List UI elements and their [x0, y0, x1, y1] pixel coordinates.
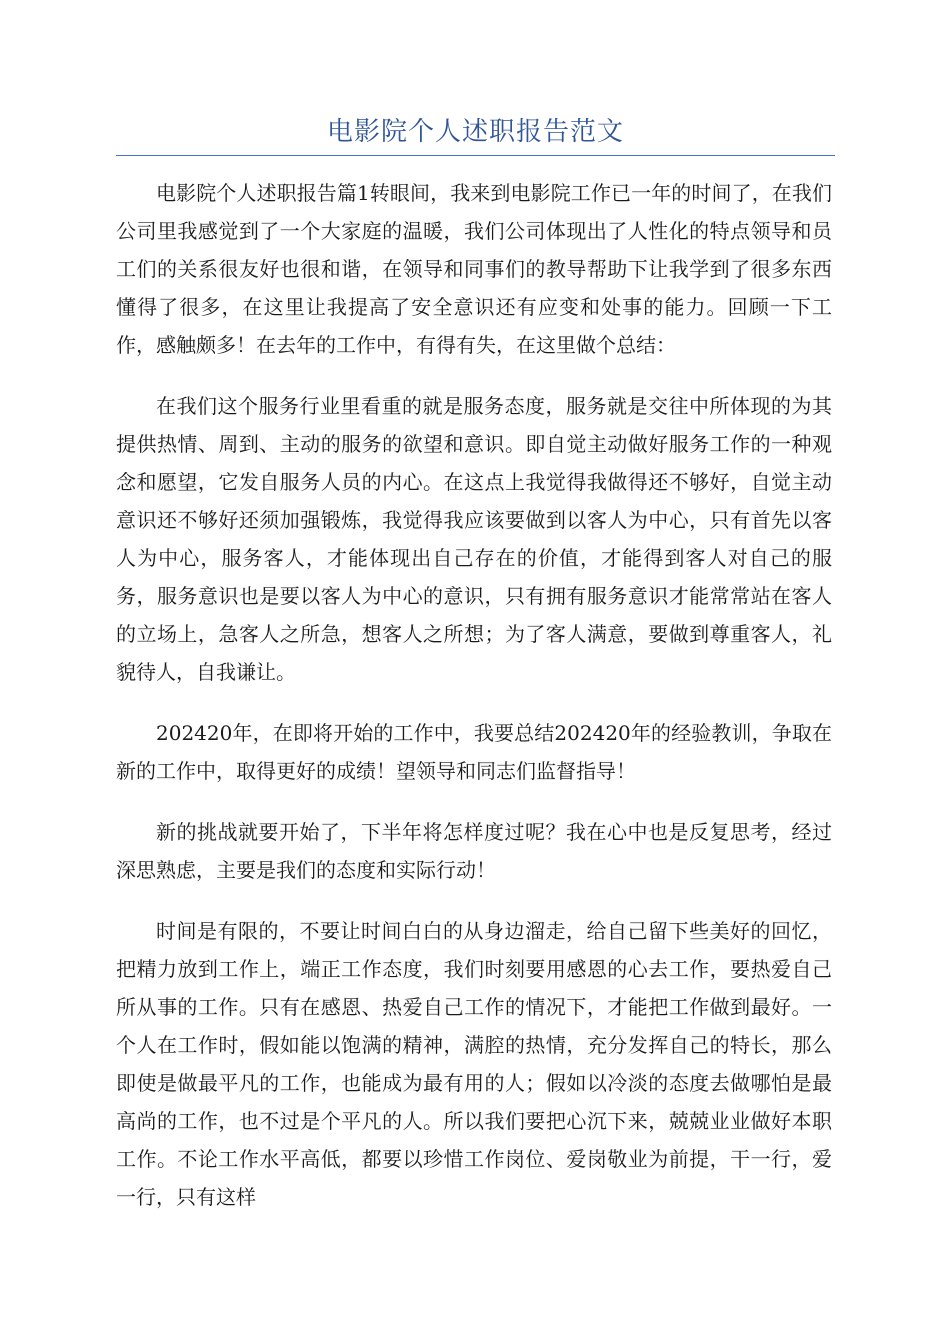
paragraph-2: 在我们这个服务行业里看重的就是服务态度，服务就是交往中所体现的为其提供热情、周到、主动的服务的欲望和意识。即自觉主动做好服务工作的一种观念和愿望，它发自服务人员的内心。在这点上我觉得我做得还不够好，自觉主动意识还不够好还须加强锻炼，我觉得我应该要做到以客人为中心，只有首先以客人为中心，服务客人，才能体现出自己存在的价值，才能得到客人对自己的服务，服务意识也是要以客人为中心的意识，只有拥有服务意识才能常常站在客人的立场上，急客人之所急，想客人之所想；为了客人满意，要做到尊重客人，礼貌待人，自我谦让。: [116, 394, 832, 684]
document-body: [116, 174, 832, 1239]
paragraph-5: 时间是有限的，不要让时间白白的从身边溜走，给自己留下些美好的回忆，把精力放到工作上，端正工作态度，我们时刻要用感恩的心去工作，要热爱自己所从事的工作。只有在感恩、热爱自己工作的情况下，才能把工作做到最好。一个人在工作时，假如能以饱满的精神，满腔的热情，充分发挥自己的特长，那么即使是做最平凡的工作，也能成为最有用的人；假如以冷淡的态度去做哪怕是最高尚的工作，也不过是个平凡的人。所以我们要把心沉下来，兢兢业业做好本职工作。不论工作水平高低，都要以珍惜工作岗位、爱岗敬业为前提，干一行，爱一行，只有这样: [116, 919, 832, 1209]
paragraph-4: 新的挑战就要开始了，下半年将怎样度过呢？我在心中也是反复思考，经过深思熟虑，主要是我们的态度和实际行动！: [116, 820, 832, 882]
paragraph-3: 202420年，在即将开始的工作中，我要总结202420年的经验教训，争取在新的工作中，取得更好的成绩！望领导和同志们监督指导！: [116, 721, 832, 783]
page-title: 电影院个人述职报告范文: [326, 117, 624, 147]
paragraph-1: 电影院个人述职报告篇1转眼间，我来到电影院工作已一年的时间了，在我们公司里我感觉到了一个大家庭的温暖，我们公司体现出了人性化的特点领导和员工们的关系很友好也很和谐，在领导和同事们的教导帮助下让我学到了很多东西懂得了很多，在这里让我提高了安全意识还有应变和处事的能力。回顾一下工作，感触颇多！在去年的工作中，有得有失，在这里做个总结：: [116, 181, 832, 357]
title-underline: [116, 155, 835, 156]
title-block: [116, 112, 835, 156]
